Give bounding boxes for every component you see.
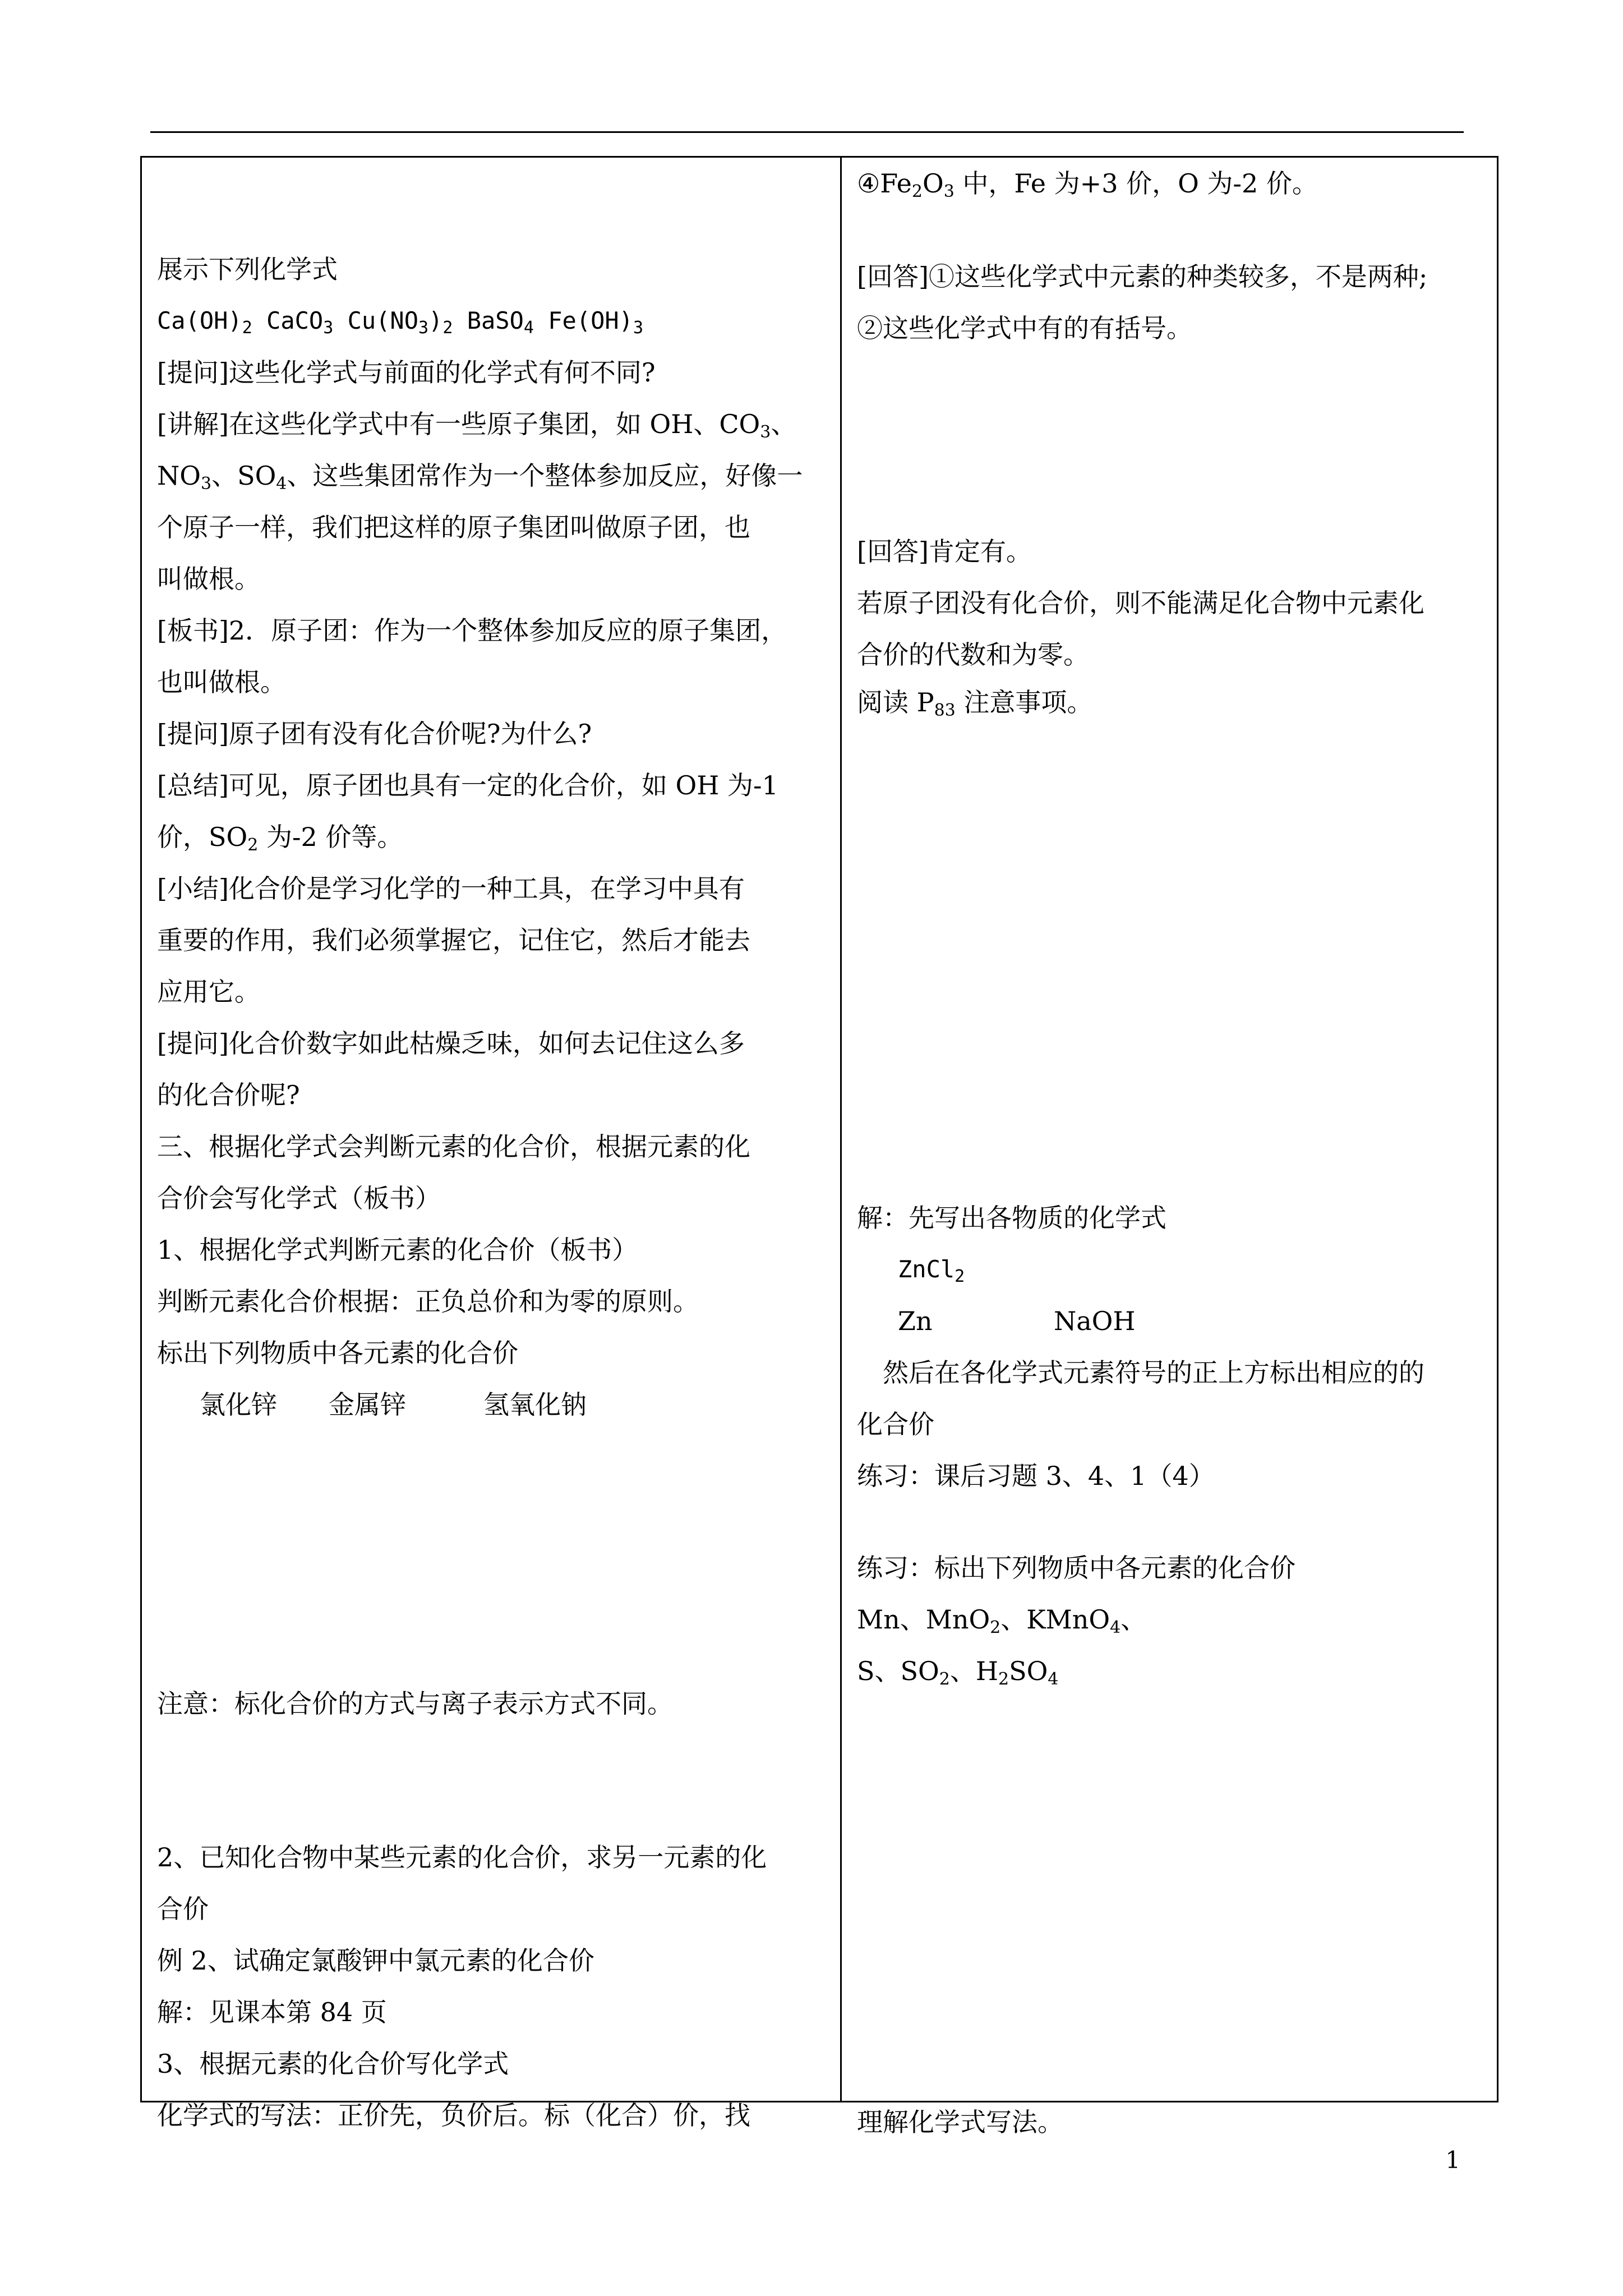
text-line: 注意：标化合价的方式与离子表示方式不同。 xyxy=(157,1688,673,1719)
right-column xyxy=(842,158,1497,2137)
text-line: 若原子团没有化合价，则不能满足化合物中元素化 xyxy=(857,588,1424,618)
lesson-table xyxy=(140,156,1498,2137)
text-line: 1、根据化学式判断元素的化合价（板书） xyxy=(157,1235,638,1265)
text-line: 也叫做根。 xyxy=(157,667,286,697)
text-line: 解：先写出各物质的化学式 xyxy=(857,1203,1166,1233)
text-line: $④Fe_2O_3$ 中，Fe 为+3 价，O 为-2 价。 xyxy=(857,168,1318,201)
text-line: 重要的作用，我们必须掌握它，记住它，然后才能去 xyxy=(157,925,750,955)
text-line: 阅读 $P_{83}$ 注意事项。 xyxy=(857,687,1093,720)
text-line: [小结]化合价是学习化学的一种工具，在学习中具有 xyxy=(157,873,745,904)
text-line: 叫做根。 xyxy=(157,564,260,594)
text-line: 展示下列化学式 xyxy=(157,254,338,284)
formula-line: $Ca(OH)_2$ CaCO$_3$ $Cu(NO_3)_2$ BaSO$_4$ $Fe(OH)_3$ xyxy=(157,307,643,338)
text-line: [提问]这些化学式与前面的化学式有何不同? xyxy=(157,357,656,388)
text-line: 然后在各化学式元素符号的正上方标出相应的的 xyxy=(883,1358,1424,1388)
text-line: ②这些化学式中有的有括号。 xyxy=(857,313,1192,343)
text-line: 练习：标出下列物质中各元素的化合价 xyxy=(857,1553,1295,1583)
text-line: 化学式的写法：正价先，负价后。标（化合）价，找 xyxy=(157,2100,750,2131)
text-line: [提问]化合价数字如此枯燥乏味，如何去记住这么多 xyxy=(157,1028,745,1059)
text-line: 解：见课本第 84 页 xyxy=(157,1997,387,2027)
text-line: [板书]2．原子团：作为一个整体参加反应的原子集团， xyxy=(157,615,787,646)
text-line: 氯化锌 金属锌 氢氧化钠 xyxy=(200,1389,587,1420)
header-rule xyxy=(150,131,1464,133)
text-line: 合价会写化学式（板书） xyxy=(157,1183,441,1213)
text-line: 2、已知化合物中某些元素的化合价，求另一元素的化 xyxy=(157,1842,767,1872)
text-line: 的化合价呢? xyxy=(157,1080,300,1110)
text-line: 价，$SO_2$ 为-2 价等。 xyxy=(157,822,403,855)
text-line: [提问]原子团有没有化合价呢?为什么? xyxy=(157,719,592,749)
text-line: 合价的代数和为零。 xyxy=(857,639,1089,670)
text-line: 三、根据化学式会判断元素的化合价，根据元素的化 xyxy=(157,1131,750,1162)
text-line: 理解化学式写法。 xyxy=(857,2107,1063,2137)
left-column xyxy=(142,158,840,2131)
text-line: [总结]可见，原子团也具有一定的化合价，如 OH 为-1 xyxy=(157,770,778,800)
text-line: [回答]①这些化学式中元素的种类较多，不是两种; xyxy=(857,261,1428,292)
text-line: 应用它。 xyxy=(157,977,260,1007)
formula-line: Mn、MnO$_2$、KMnO$_4$、 xyxy=(857,1604,1147,1637)
formula-naoh: NaOH xyxy=(1054,1306,1136,1336)
formula-zn: Zn xyxy=(898,1306,933,1336)
text-line: 判断元素化合价根据：正负总价和为零的原则。 xyxy=(157,1286,699,1317)
text-line: $NO_3$、$SO_4$、这些集团常作为一个整体参加反应，好像一 xyxy=(157,461,803,494)
text-line: [回答]肯定有。 xyxy=(857,536,1032,567)
page-number: 1 xyxy=(1445,2146,1460,2174)
formula-line: ZnCl$_2$ xyxy=(898,1255,965,1286)
text-line: 练习：课后习题 3、4、1（4） xyxy=(857,1461,1215,1491)
text-line: 化合价 xyxy=(857,1409,934,1439)
text-line: 例 2、试确定氯酸钾中氯元素的化合价 xyxy=(157,1945,594,1976)
text-line: [讲解]在这些化学式中有一些原子集团，如 OH、$CO_3$、 xyxy=(157,409,797,442)
text-line: 3、根据元素的化合价写化学式 xyxy=(157,2049,509,2079)
text-line: 个原子一样，我们把这样的原子集团叫做原子团，也 xyxy=(157,512,750,542)
text-line: 标出下列物质中各元素的化合价 xyxy=(157,1338,518,1368)
text-line: 合价 xyxy=(157,1894,209,1924)
formula-line: S、$SO_2$、$H_2SO_4$ xyxy=(857,1656,1059,1689)
